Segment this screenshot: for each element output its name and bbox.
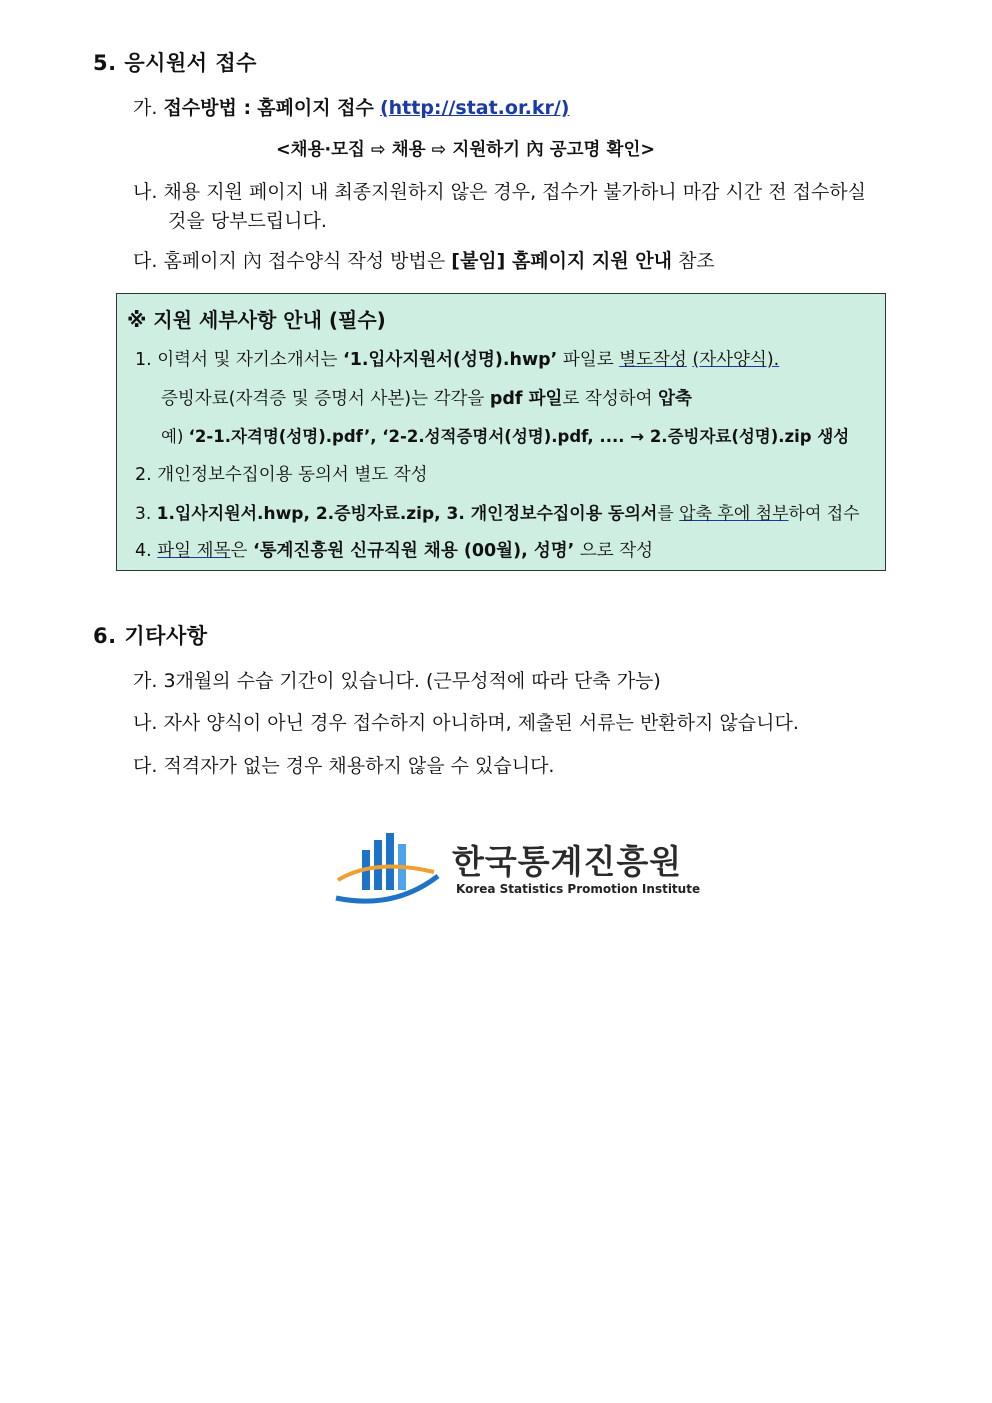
- item-na: [133, 177, 866, 204]
- notice-text: 하여 접수: [788, 504, 860, 524]
- notice-text: 개인정보수집이용 동의서 별도 작성: [157, 465, 428, 485]
- list-item: [133, 708, 799, 735]
- notice-line-5: [135, 499, 860, 524]
- item-text: 자사 양식이 아닌 경우 접수하지 아니하며, 제출된 서류는 반환하지 않습니다.: [163, 712, 799, 734]
- notice-num: 4.: [135, 541, 152, 561]
- notice-bold: 압축: [658, 389, 692, 409]
- notice-title: ※ 지원 세부사항 안내 (필수): [127, 308, 386, 332]
- list-item: [133, 666, 661, 693]
- notice-text: 예): [161, 427, 184, 446]
- notice-text: 로 작성하여: [562, 389, 653, 409]
- notice-line-2: [161, 385, 692, 410]
- section5-heading: 5. 응시원서 접수: [93, 51, 257, 75]
- item-da-pre: 홈페이지 內 접수양식 작성 방법은: [163, 250, 446, 272]
- notice-filename: ‘1.입사지원서(성명).hwp’: [343, 350, 558, 370]
- apply-path: <채용·모집 ⇨ 채용 ⇨ 지원하기 內 공고명 확인>: [276, 140, 656, 160]
- item-ga: [133, 93, 569, 120]
- item-text: 3개월의 수습 기간이 있습니다. (근무성적에 따라 단축 가능): [163, 670, 661, 692]
- notice-text: 이력서 및 자기소개서는: [157, 350, 338, 370]
- notice-num: 3.: [135, 504, 152, 524]
- item-da: [133, 246, 715, 273]
- notice-bold: ‘통계진흥원 신규직원 채용 (00월), 성명’: [252, 541, 575, 561]
- notice-num: 1.: [135, 350, 152, 370]
- notice-example: ‘2-1.자격명(성명).pdf’, ‘2-2.성적증명서(성명).pdf, .... → 2.증빙자료(성명).zip 생성: [188, 427, 850, 446]
- item-text: 적격자가 없는 경우 채용하지 않을 수 있습니다.: [163, 755, 555, 777]
- item-na-line2: 것을 당부드립니다.: [168, 210, 327, 232]
- notice-text: 를: [657, 504, 674, 524]
- notice-underlined: 파일 제목: [157, 541, 231, 561]
- notice-text: 증빙자료(자격증 및 증명서 사본)는 각각을: [161, 389, 485, 409]
- notice-line-4: [135, 461, 428, 486]
- list-item: [133, 751, 554, 778]
- notice-underlined: 압축 후에 첨부: [679, 504, 789, 524]
- item-marker: 가.: [133, 97, 158, 119]
- item-marker: 나.: [133, 712, 158, 734]
- section6-heading: 6. 기타사항: [93, 624, 208, 648]
- item-ga-label: 접수방법 :: [163, 97, 252, 119]
- notice-line-3: [161, 423, 849, 447]
- item-na-line1: 채용 지원 페이지 내 최종지원하지 않은 경우, 접수가 불가하니 마감 시간 전 접수하실: [163, 181, 867, 203]
- notice-box: [116, 293, 886, 571]
- item-marker: 다.: [133, 250, 158, 272]
- logo-name-ko: 한국통계진흥원: [452, 842, 683, 881]
- item-marker: 가.: [133, 670, 158, 692]
- item-da-bold: [붙임] 홈페이지 지원 안내: [451, 250, 673, 272]
- item-da-post: 참조: [678, 250, 715, 272]
- notice-underlined: 별도작성: [619, 350, 687, 370]
- notice-bold: 1.입사지원서.hwp, 2.증빙자료.zip, 3. 개인정보수집이용 동의서: [156, 504, 658, 524]
- logo: [334, 828, 701, 910]
- logo-name-en: Korea Statistics Promotion Institute: [456, 882, 701, 896]
- homepage-link[interactable]: (http://stat.or.kr/): [379, 97, 570, 119]
- notice-underlined: (자사양식).: [692, 350, 780, 370]
- item-ga-text: 홈페이지 접수: [257, 97, 374, 119]
- item-marker: 나.: [133, 181, 158, 203]
- notice-bold: pdf 파일: [489, 389, 563, 409]
- notice-text: 으로 작성: [579, 541, 654, 561]
- item-marker: 다.: [133, 755, 158, 777]
- notice-text: 파일로: [562, 350, 614, 370]
- notice-line-6: [135, 537, 653, 562]
- notice-text: 은: [230, 541, 248, 561]
- logo-mark-icon: [334, 828, 444, 910]
- notice-num: 2.: [135, 465, 152, 485]
- notice-line-1: [135, 346, 779, 371]
